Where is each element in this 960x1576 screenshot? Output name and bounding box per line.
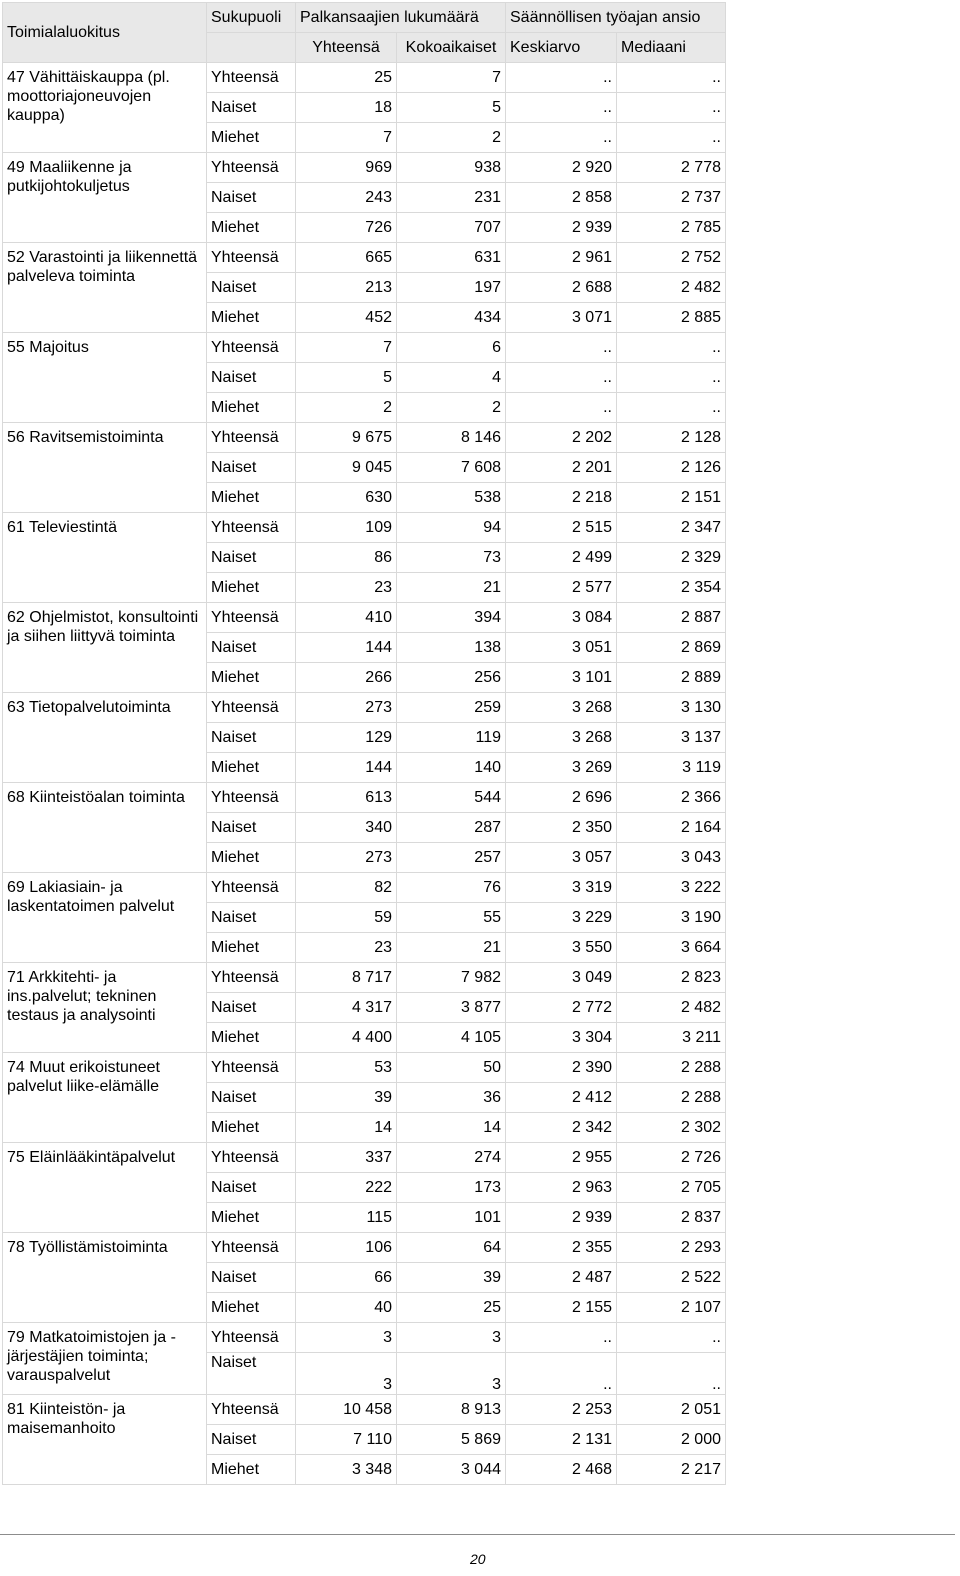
median-cell: 2 482	[617, 273, 726, 303]
sex-cell: Yhteensä	[207, 963, 296, 993]
fulltime-cell: 4 105	[397, 1023, 506, 1053]
fulltime-cell: 5 869	[397, 1425, 506, 1455]
average-cell: 2 218	[506, 483, 617, 513]
median-cell: 2 522	[617, 1263, 726, 1293]
median-cell: 2 000	[617, 1425, 726, 1455]
total-cell: 144	[296, 633, 397, 663]
sex-cell: Yhteensä	[207, 1395, 296, 1425]
total-cell: 9 045	[296, 453, 397, 483]
table-header	[3, 3, 726, 63]
median-cell: 2 354	[617, 573, 726, 603]
industry-cell: 62 Ohjelmistot, konsultointi ja siihen liittyvä toiminta	[3, 603, 207, 693]
fulltime-cell: 21	[397, 933, 506, 963]
fulltime-cell: 39	[397, 1263, 506, 1293]
fulltime-cell: 2	[397, 393, 506, 423]
total-cell: 243	[296, 183, 397, 213]
median-cell: 2 785	[617, 213, 726, 243]
industry-cell: 55 Majoitus	[3, 333, 207, 423]
median-cell: 3 664	[617, 933, 726, 963]
fulltime-cell: 7 982	[397, 963, 506, 993]
median-cell: ..	[617, 393, 726, 423]
total-cell: 23	[296, 573, 397, 603]
median-cell: 2 705	[617, 1173, 726, 1203]
fulltime-cell: 55	[397, 903, 506, 933]
sex-cell: Yhteensä	[207, 603, 296, 633]
average-cell: 2 772	[506, 993, 617, 1023]
average-cell: 2 955	[506, 1143, 617, 1173]
sex-cell: Naiset	[207, 1173, 296, 1203]
fulltime-cell: 707	[397, 213, 506, 243]
table-row	[3, 963, 726, 993]
total-cell: 266	[296, 663, 397, 693]
fulltime-cell: 21	[397, 573, 506, 603]
total-cell: 7 110	[296, 1425, 397, 1455]
fulltime-cell: 73	[397, 543, 506, 573]
median-cell: 2 869	[617, 633, 726, 663]
total-cell: 726	[296, 213, 397, 243]
average-cell: ..	[506, 63, 617, 93]
median-cell: ..	[617, 363, 726, 393]
total-cell: 5	[296, 363, 397, 393]
total-cell: 213	[296, 273, 397, 303]
table-row	[3, 783, 726, 813]
sex-cell: Yhteensä	[207, 1053, 296, 1083]
fulltime-cell: 7	[397, 63, 506, 93]
median-cell: 2 885	[617, 303, 726, 333]
median-cell: 2 889	[617, 663, 726, 693]
fulltime-cell: 3	[397, 1353, 506, 1395]
median-cell: 2 726	[617, 1143, 726, 1173]
industry-cell: 56 Ravitsemistoiminta	[3, 423, 207, 513]
average-cell: 2 412	[506, 1083, 617, 1113]
fulltime-cell: 259	[397, 693, 506, 723]
table-row	[3, 693, 726, 723]
average-cell: 2 201	[506, 453, 617, 483]
industry-cell: 78 Työllistämistoiminta	[3, 1233, 207, 1323]
fulltime-cell: 394	[397, 603, 506, 633]
median-cell: 2 778	[617, 153, 726, 183]
average-cell: 3 084	[506, 603, 617, 633]
sex-cell: Yhteensä	[207, 873, 296, 903]
total-cell: 969	[296, 153, 397, 183]
average-cell: 2 858	[506, 183, 617, 213]
fulltime-cell: 4	[397, 363, 506, 393]
total-cell: 3	[296, 1323, 397, 1353]
sex-cell: Miehet	[207, 1203, 296, 1233]
sex-cell: Miehet	[207, 213, 296, 243]
fulltime-cell: 2	[397, 123, 506, 153]
table-row	[3, 333, 726, 363]
average-cell: 2 131	[506, 1425, 617, 1455]
median-cell: ..	[617, 93, 726, 123]
median-header: Mediaani	[617, 33, 726, 63]
median-cell: 3 222	[617, 873, 726, 903]
total-cell: 410	[296, 603, 397, 633]
industry-cell: 69 Lakiasiain- ja laskentatoimen palvelut	[3, 873, 207, 963]
average-cell: 3 304	[506, 1023, 617, 1053]
median-cell: 3 119	[617, 753, 726, 783]
sex-cell: Naiset	[207, 723, 296, 753]
table-row	[3, 1323, 726, 1353]
industry-cell: 81 Kiinteistön- ja maisemanhoito	[3, 1395, 207, 1485]
sex-cell: Yhteensä	[207, 513, 296, 543]
table-row	[3, 243, 726, 273]
sex-subheader-empty	[207, 33, 296, 63]
fulltime-cell: 50	[397, 1053, 506, 1083]
average-cell: 3 051	[506, 633, 617, 663]
fulltime-cell: 8 146	[397, 423, 506, 453]
table-row	[3, 153, 726, 183]
average-cell: 2 155	[506, 1293, 617, 1323]
fulltime-cell: 25	[397, 1293, 506, 1323]
sex-cell: Naiset	[207, 453, 296, 483]
average-cell: ..	[506, 93, 617, 123]
total-cell: 129	[296, 723, 397, 753]
sex-cell: Naiset	[207, 993, 296, 1023]
table-row	[3, 873, 726, 903]
total-cell: 613	[296, 783, 397, 813]
sex-cell: Miehet	[207, 753, 296, 783]
median-cell: 2 837	[617, 1203, 726, 1233]
fulltime-cell: 94	[397, 513, 506, 543]
average-cell: 2 515	[506, 513, 617, 543]
median-cell: 3 043	[617, 843, 726, 873]
fulltime-cell: 3 877	[397, 993, 506, 1023]
total-cell: 82	[296, 873, 397, 903]
average-cell: 2 963	[506, 1173, 617, 1203]
median-cell: 2 151	[617, 483, 726, 513]
total-cell: 4 400	[296, 1023, 397, 1053]
fulltime-cell: 76	[397, 873, 506, 903]
total-cell: 59	[296, 903, 397, 933]
sex-cell: Naiset	[207, 1083, 296, 1113]
average-cell: ..	[506, 363, 617, 393]
page-number: 20	[470, 1551, 486, 1567]
total-cell: 665	[296, 243, 397, 273]
average-cell: 3 057	[506, 843, 617, 873]
fulltime-cell: 434	[397, 303, 506, 333]
median-cell: 2 737	[617, 183, 726, 213]
total-cell: 3 348	[296, 1455, 397, 1485]
median-cell: 2 887	[617, 603, 726, 633]
total-cell: 2	[296, 393, 397, 423]
industry-cell: 75 Eläinlääkintäpalvelut	[3, 1143, 207, 1233]
total-cell: 86	[296, 543, 397, 573]
industry-cell: 68 Kiinteistöalan toiminta	[3, 783, 207, 873]
sex-cell: Naiset	[207, 543, 296, 573]
sex-cell: Miehet	[207, 1113, 296, 1143]
sex-cell: Naiset	[207, 1263, 296, 1293]
sex-cell: Yhteensä	[207, 693, 296, 723]
total-cell: 109	[296, 513, 397, 543]
median-cell: 2 164	[617, 813, 726, 843]
fulltime-cell: 173	[397, 1173, 506, 1203]
fulltime-cell: 631	[397, 243, 506, 273]
median-cell: 2 288	[617, 1083, 726, 1113]
footer-divider	[0, 1534, 955, 1535]
median-cell: 2 293	[617, 1233, 726, 1263]
average-cell: 2 696	[506, 783, 617, 813]
median-cell: ..	[617, 1323, 726, 1353]
median-cell: 2 366	[617, 783, 726, 813]
total-cell: 9 675	[296, 423, 397, 453]
average-cell: 2 939	[506, 1203, 617, 1233]
sex-cell: Yhteensä	[207, 153, 296, 183]
sex-cell: Naiset	[207, 93, 296, 123]
average-cell: 3 071	[506, 303, 617, 333]
total-cell: 273	[296, 693, 397, 723]
total-cell: 7	[296, 333, 397, 363]
table-body	[3, 63, 726, 1485]
fulltime-cell: 257	[397, 843, 506, 873]
total-cell: 14	[296, 1113, 397, 1143]
sex-cell: Yhteensä	[207, 63, 296, 93]
total-cell: 7	[296, 123, 397, 153]
sex-cell: Yhteensä	[207, 333, 296, 363]
total-cell: 18	[296, 93, 397, 123]
average-cell: 3 268	[506, 723, 617, 753]
fulltime-cell: 14	[397, 1113, 506, 1143]
average-cell: 2 350	[506, 813, 617, 843]
total-cell: 630	[296, 483, 397, 513]
sex-cell: Naiset	[207, 273, 296, 303]
average-cell: 2 499	[506, 543, 617, 573]
average-cell: 2 920	[506, 153, 617, 183]
table-row	[3, 1233, 726, 1263]
table-row	[3, 63, 726, 93]
median-cell: 2 823	[617, 963, 726, 993]
fulltime-cell: 7 608	[397, 453, 506, 483]
total-cell: 39	[296, 1083, 397, 1113]
median-cell: 2 288	[617, 1053, 726, 1083]
median-cell: 2 107	[617, 1293, 726, 1323]
sex-cell: Miehet	[207, 663, 296, 693]
total-cell: 4 317	[296, 993, 397, 1023]
median-cell: 2 302	[617, 1113, 726, 1143]
median-cell: 2 051	[617, 1395, 726, 1425]
average-cell: 2 390	[506, 1053, 617, 1083]
fulltime-cell: 287	[397, 813, 506, 843]
average-cell: 2 688	[506, 273, 617, 303]
average-cell: 3 550	[506, 933, 617, 963]
average-cell: ..	[506, 333, 617, 363]
fulltime-cell: 3	[397, 1323, 506, 1353]
industry-cell: 52 Varastointi ja liikennettä palveleva toiminta	[3, 243, 207, 333]
fulltime-cell: 544	[397, 783, 506, 813]
sex-cell: Miehet	[207, 843, 296, 873]
fulltime-cell: 3 044	[397, 1455, 506, 1485]
median-cell: 2 128	[617, 423, 726, 453]
sex-cell: Yhteensä	[207, 1143, 296, 1173]
average-cell: ..	[506, 1353, 617, 1395]
total-cell: 144	[296, 753, 397, 783]
table-row	[3, 1143, 726, 1173]
sex-cell: Yhteensä	[207, 1323, 296, 1353]
industry-cell: 74 Muut erikoistuneet palvelut liike-elämälle	[3, 1053, 207, 1143]
fulltime-cell: 197	[397, 273, 506, 303]
median-cell: 2 329	[617, 543, 726, 573]
median-cell: 2 217	[617, 1455, 726, 1485]
table-row	[3, 1395, 726, 1425]
median-cell: 3 137	[617, 723, 726, 753]
header-row-1	[3, 3, 726, 33]
industry-cell: 61 Televiestintä	[3, 513, 207, 603]
average-cell: ..	[506, 1323, 617, 1353]
average-cell: 2 939	[506, 213, 617, 243]
total-cell: 273	[296, 843, 397, 873]
average-cell: 3 269	[506, 753, 617, 783]
total-cell: 115	[296, 1203, 397, 1233]
average-cell: 2 355	[506, 1233, 617, 1263]
average-cell: 3 101	[506, 663, 617, 693]
average-cell: 3 049	[506, 963, 617, 993]
fulltime-cell: 274	[397, 1143, 506, 1173]
fulltime-cell: 8 913	[397, 1395, 506, 1425]
sex-header: Sukupuoli	[207, 3, 296, 33]
sex-cell: Naiset	[207, 813, 296, 843]
industry-header: Toimialaluokitus	[3, 3, 207, 63]
average-header: Keskiarvo	[506, 33, 617, 63]
earnings-table	[2, 2, 726, 1485]
median-cell: 3 130	[617, 693, 726, 723]
median-cell: ..	[617, 123, 726, 153]
industry-cell: 49 Maaliikenne ja putkijohtokuljetus	[3, 153, 207, 243]
table-row	[3, 423, 726, 453]
total-cell: 106	[296, 1233, 397, 1263]
industry-cell: 79 Matkatoimistojen ja -järjestäjien toiminta; varauspalvelut	[3, 1323, 207, 1395]
average-cell: 3 229	[506, 903, 617, 933]
average-cell: 3 268	[506, 693, 617, 723]
total-cell: 66	[296, 1263, 397, 1293]
fulltime-cell: 231	[397, 183, 506, 213]
average-cell: 2 253	[506, 1395, 617, 1425]
median-cell: 2 482	[617, 993, 726, 1023]
sex-cell: Miehet	[207, 933, 296, 963]
sex-cell: Miehet	[207, 123, 296, 153]
fulltime-cell: 538	[397, 483, 506, 513]
total-cell: 40	[296, 1293, 397, 1323]
sex-cell: Yhteensä	[207, 423, 296, 453]
median-cell: ..	[617, 1353, 726, 1395]
sex-cell: Naiset	[207, 1425, 296, 1455]
total-cell: 25	[296, 63, 397, 93]
sex-cell: Miehet	[207, 1455, 296, 1485]
industry-cell: 71 Arkkitehti- ja ins.palvelut; tekninen testaus ja analysointi	[3, 963, 207, 1053]
average-cell: 3 319	[506, 873, 617, 903]
fulltime-cell: 6	[397, 333, 506, 363]
average-cell: 2 202	[506, 423, 617, 453]
median-cell: 2 752	[617, 243, 726, 273]
median-cell: ..	[617, 333, 726, 363]
total-cell: 337	[296, 1143, 397, 1173]
sex-cell: Miehet	[207, 1293, 296, 1323]
sex-cell: Naiset	[207, 633, 296, 663]
total-cell: 222	[296, 1173, 397, 1203]
fulltime-cell: 101	[397, 1203, 506, 1233]
fulltime-cell: 5	[397, 93, 506, 123]
fulltime-cell: 64	[397, 1233, 506, 1263]
average-cell: ..	[506, 123, 617, 153]
total-header: Yhteensä	[296, 33, 397, 63]
median-cell: 2 126	[617, 453, 726, 483]
fulltime-header: Kokoaikaiset	[397, 33, 506, 63]
average-cell: 2 342	[506, 1113, 617, 1143]
sex-cell: Miehet	[207, 483, 296, 513]
total-cell: 452	[296, 303, 397, 333]
total-cell: 3	[296, 1353, 397, 1395]
fulltime-cell: 938	[397, 153, 506, 183]
total-cell: 10 458	[296, 1395, 397, 1425]
sex-cell: Naiset	[207, 903, 296, 933]
employees-header: Palkansaajien lukumäärä	[296, 3, 506, 33]
sex-cell: Miehet	[207, 393, 296, 423]
industry-cell: 47 Vähittäiskauppa (pl. moottoriajoneuvojen kauppa)	[3, 63, 207, 153]
table-row	[3, 513, 726, 543]
average-cell: 2 577	[506, 573, 617, 603]
earnings-header: Säännöllisen työajan ansio	[506, 3, 726, 33]
sex-cell: Miehet	[207, 303, 296, 333]
sex-cell: Yhteensä	[207, 1233, 296, 1263]
total-cell: 53	[296, 1053, 397, 1083]
sex-cell: Miehet	[207, 573, 296, 603]
fulltime-cell: 119	[397, 723, 506, 753]
table-row	[3, 603, 726, 633]
industry-cell: 63 Tietopalvelutoiminta	[3, 693, 207, 783]
sex-cell: Yhteensä	[207, 783, 296, 813]
median-cell: 3 190	[617, 903, 726, 933]
total-cell: 23	[296, 933, 397, 963]
fulltime-cell: 36	[397, 1083, 506, 1113]
total-cell: 340	[296, 813, 397, 843]
sex-cell: Naiset	[207, 183, 296, 213]
fulltime-cell: 138	[397, 633, 506, 663]
average-cell: 2 487	[506, 1263, 617, 1293]
fulltime-cell: 256	[397, 663, 506, 693]
sex-cell: Naiset	[207, 1353, 296, 1395]
average-cell: 2 468	[506, 1455, 617, 1485]
fulltime-cell: 140	[397, 753, 506, 783]
median-cell: 3 211	[617, 1023, 726, 1053]
sex-cell: Yhteensä	[207, 243, 296, 273]
sex-cell: Naiset	[207, 363, 296, 393]
total-cell: 8 717	[296, 963, 397, 993]
average-cell: 2 961	[506, 243, 617, 273]
median-cell: 2 347	[617, 513, 726, 543]
table-row	[3, 1053, 726, 1083]
median-cell: ..	[617, 63, 726, 93]
sex-cell: Miehet	[207, 1023, 296, 1053]
average-cell: ..	[506, 393, 617, 423]
